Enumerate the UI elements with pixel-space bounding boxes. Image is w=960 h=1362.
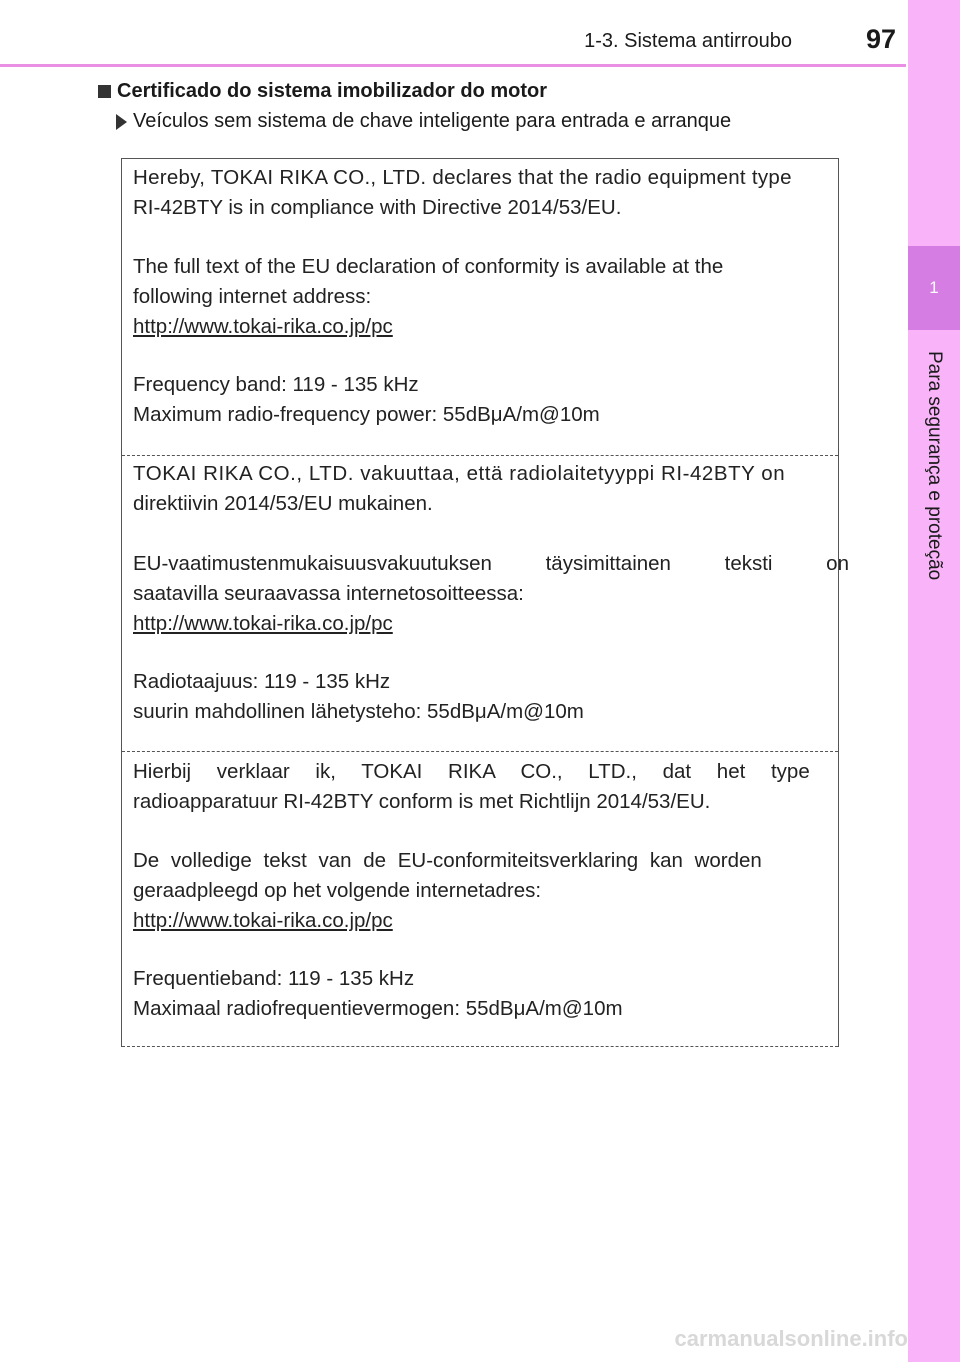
declaration-line: Hereby, TOKAI RIKA CO., LTD. declares that the radio equipment type xyxy=(133,166,792,189)
declaration-line: radioapparatuur RI-42BTY conform is met Richtlijn 2014/53/EU. xyxy=(133,790,711,813)
fulltext-line: saatavilla seuraavassa internetosoitteessa: xyxy=(133,582,524,605)
header-divider xyxy=(0,64,906,67)
declaration-line: TOKAI RIKA CO., LTD. vakuuttaa, että radiolaitetyyppi RI-42BTY on xyxy=(133,462,786,485)
declaration-paragraph xyxy=(133,757,810,817)
fulltext-line: The full text of the EU declaration of conformity is available at the xyxy=(133,255,724,278)
fulltext-line: De volledige tekst van de EU-conformiteitsverklaring kan worden xyxy=(133,849,762,872)
chapter-tab[interactable] xyxy=(908,246,960,330)
power-text: Maximum radio-frequency power: 55dBμA/m@10m xyxy=(133,403,600,426)
square-bullet-icon xyxy=(98,85,111,98)
triangle-bullet-icon xyxy=(116,114,127,130)
fulltext-paragraph xyxy=(133,252,801,342)
subheading xyxy=(116,110,731,133)
certificate-url-link[interactable]: http://www.tokai-rika.co.jp/pc xyxy=(133,612,393,635)
frequency-text: Frequentieband: 119 - 135 kHz xyxy=(133,967,415,990)
declaration-line: direktiivin 2014/53/EU mukainen. xyxy=(133,492,433,515)
power-text: Maximaal radiofrequentievermogen: 55dBμA/m@10m xyxy=(133,997,623,1020)
fulltext-paragraph xyxy=(133,549,849,639)
frequency-text: Radiotaajuus: 119 - 135 kHz xyxy=(133,670,391,693)
declaration-paragraph xyxy=(133,459,801,519)
specs-paragraph xyxy=(133,667,801,727)
power-text: suurin mahdollinen lähetysteho: 55dBμA/m@10m xyxy=(133,700,584,723)
side-tab xyxy=(908,0,960,1362)
declaration-line: Hierbij verklaar ik, TOKAI RIKA CO., LTD., dat het type xyxy=(133,760,810,783)
declaration-line: RI-42BTY is in compliance with Directive 2014/53/EU. xyxy=(133,196,622,219)
subheading-text: Veículos sem sistema de chave inteligente para entrada e arranque xyxy=(133,110,732,132)
specs-paragraph xyxy=(133,370,801,430)
heading xyxy=(98,80,547,103)
declaration-paragraph xyxy=(133,163,801,223)
specs-paragraph xyxy=(133,964,801,1024)
section-title: 1-3. Sistema antirroubo xyxy=(584,30,792,52)
certificate-section-finnish xyxy=(122,456,849,752)
frequency-text: Frequency band: 119 - 135 kHz xyxy=(133,373,419,396)
fulltext-line: EU-vaatimustenmukaisuusvakuutuksen täysimittainen teksti on xyxy=(133,552,849,575)
certificate-box xyxy=(121,158,849,1047)
fulltext-paragraph xyxy=(133,846,801,936)
certificate-url-link[interactable]: http://www.tokai-rika.co.jp/pc xyxy=(133,909,393,932)
chapter-number: 1 xyxy=(929,278,939,297)
watermark: carmanualsonline.info xyxy=(674,1326,908,1351)
certificate-section-dutch xyxy=(122,752,838,1047)
fulltext-line: following internet address: xyxy=(133,285,372,308)
chapter-label-text: Para segurança e proteção xyxy=(924,351,945,581)
fulltext-line: geraadpleegd op het volgende internetadres: xyxy=(133,879,542,902)
heading-text: Certificado do sistema imobilizador do motor xyxy=(117,80,548,102)
chapter-label xyxy=(908,336,960,596)
certificate-url-link[interactable]: http://www.tokai-rika.co.jp/pc xyxy=(133,315,393,338)
page-number: 97 xyxy=(865,24,896,54)
certificate-section-english xyxy=(122,159,838,456)
